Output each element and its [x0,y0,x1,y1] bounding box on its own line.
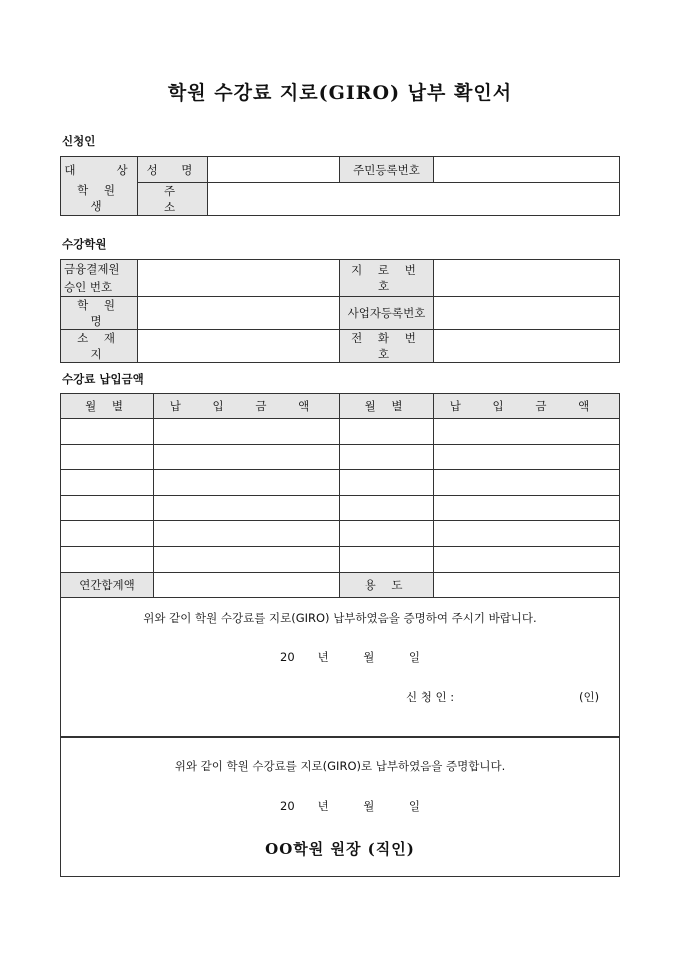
section-academy-heading: 수강학원 [62,237,107,251]
amount-cell[interactable] [154,521,340,547]
certify-section [60,737,620,877]
amount-cell[interactable] [434,547,620,573]
approval-number-label: 금융결제원 승인 번호 [61,260,138,297]
academy-table [60,259,620,363]
month-cell[interactable] [61,521,154,547]
phone-label: 전 화 번 호 [340,330,434,363]
amount-cell[interactable] [154,470,340,496]
giro-number-label: 지 로 번 호 [340,260,434,297]
location-label: 소 재 지 [61,330,138,363]
address-label: 주 소 [138,183,208,216]
business-number-label: 사업자등록번호 [340,297,434,330]
amount-cell[interactable] [434,470,620,496]
amount-cell[interactable] [154,496,340,521]
name-label: 성 명 [138,157,208,183]
request-date: 20 년 월 일 [280,650,420,664]
academy-director-signature: OO학원 원장 (직인) [265,840,415,858]
table-row [61,547,620,573]
annual-total-field[interactable] [154,573,340,598]
business-number-field[interactable] [434,297,620,330]
amount-cell[interactable] [154,419,340,445]
table-row [61,496,620,521]
month-cell[interactable] [340,470,434,496]
target-student-label: 대 상 학 원 생 [61,157,138,216]
amount-cell[interactable] [154,445,340,470]
applicant-table [60,156,620,216]
month-header: 월 별 [61,394,154,419]
location-field[interactable] [138,330,340,363]
table-row [61,445,620,470]
month-cell[interactable] [61,419,154,445]
section-payment-heading: 수강료 납입금액 [62,372,144,386]
amount-header: 납 입 금 액 [154,394,340,419]
month-cell[interactable] [61,470,154,496]
approval-number-field[interactable] [138,260,340,297]
month-cell[interactable] [340,521,434,547]
request-text: 위와 같이 학원 수강료를 지로(GIRO) 납부하였음을 증명하여 주시기 바랍니다. [143,611,537,625]
rrn-label: 주민등록번호 [340,157,434,183]
applicant-sign-label: 신 청 인 : [406,690,455,704]
rrn-field[interactable] [434,157,620,183]
name-field[interactable] [208,157,340,183]
certify-text: 위와 같이 학원 수강료를 지로(GIRO)로 납부하였음을 증명합니다. [174,759,506,773]
academy-name-field[interactable] [138,297,340,330]
payment-table [60,393,620,598]
amount-cell[interactable] [434,496,620,521]
usage-field[interactable] [434,573,620,598]
table-row [61,521,620,547]
certify-date: 20 년 월 일 [280,799,420,813]
month-cell[interactable] [61,547,154,573]
table-row [61,419,620,445]
annual-total-label: 연간합계액 [61,573,154,598]
month-cell[interactable] [340,496,434,521]
amount-cell[interactable] [154,547,340,573]
seal-mark: (인) [579,690,600,704]
document-title: 학원 수강료 지로(GIRO) 납부 확인서 [167,82,513,104]
giro-number-field[interactable] [434,260,620,297]
phone-field[interactable] [434,330,620,363]
amount-cell[interactable] [434,445,620,470]
amount-cell[interactable] [434,419,620,445]
month-cell[interactable] [340,445,434,470]
month-cell[interactable] [61,496,154,521]
table-row [61,470,620,496]
amount-cell[interactable] [434,521,620,547]
month-cell[interactable] [61,445,154,470]
usage-label: 용 도 [340,573,434,598]
section-applicant-heading: 신청인 [62,134,96,148]
month-cell[interactable] [340,547,434,573]
address-field[interactable] [208,183,620,216]
month-cell[interactable] [340,419,434,445]
academy-name-label: 학 원 명 [61,297,138,330]
month-header: 월 별 [340,394,434,419]
request-section [60,597,620,737]
amount-header: 납 입 금 액 [434,394,620,419]
